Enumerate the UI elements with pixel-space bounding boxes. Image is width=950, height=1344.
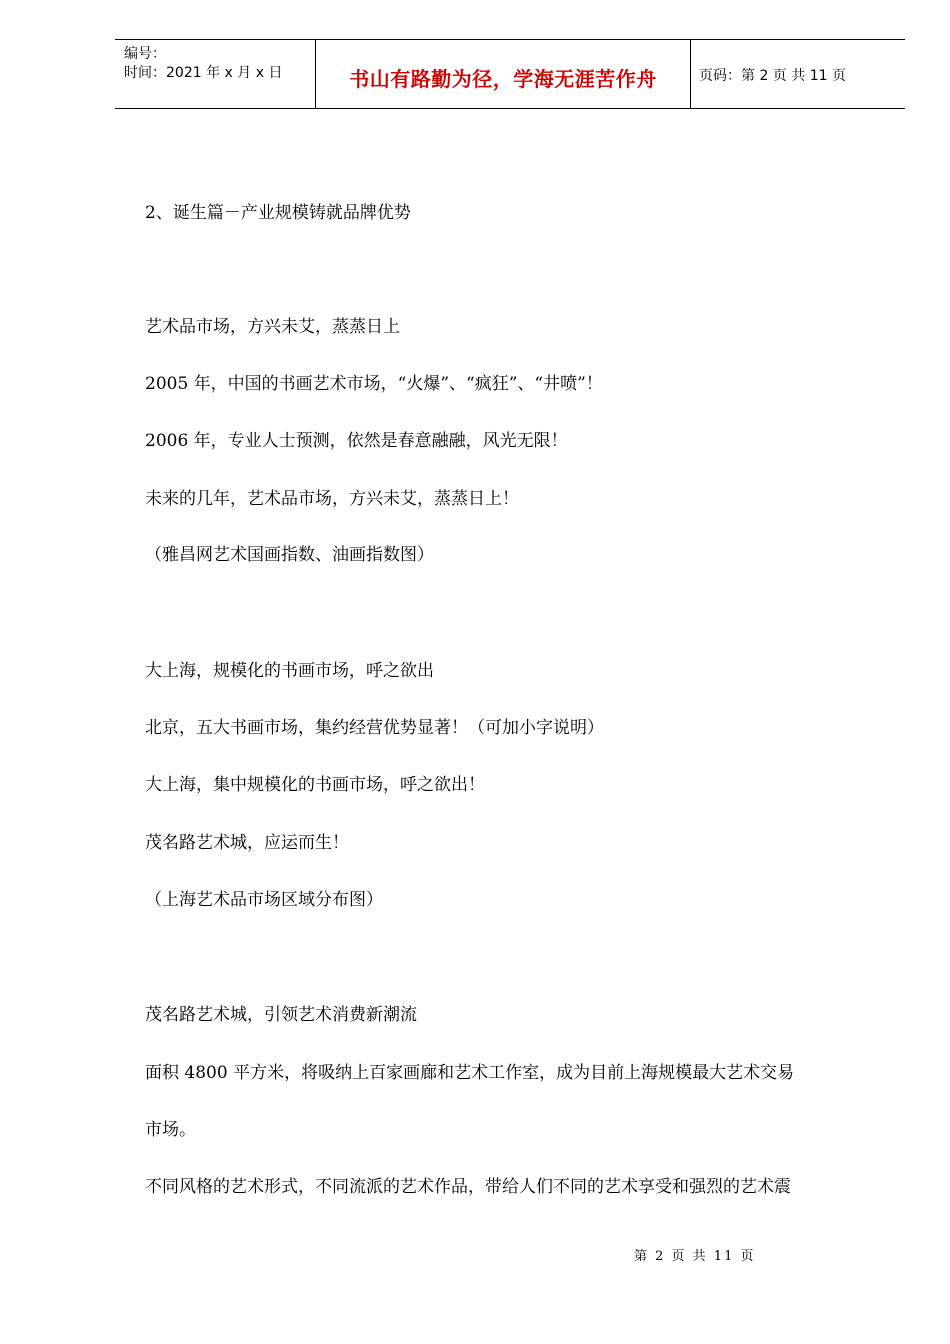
paragraph: 市场。: [145, 1120, 196, 1140]
paragraph: 2006 年，专业人士预测，依然是春意融融，风光无限！: [145, 431, 568, 451]
paragraph: 2005 年，中国的书画艺术市场，“火爆”、“疯狂”、“井喷”！: [145, 374, 603, 394]
header-page-info: 页码：第 2 页 共 11 页: [699, 68, 846, 84]
paragraph: 茂名路艺术城，应运而生！: [145, 833, 349, 853]
paragraph-subheading: 茂名路艺术城，引领艺术消费新潮流: [145, 1005, 417, 1025]
paragraph: 大上海，集中规模化的书画市场，呼之欲出！: [145, 775, 485, 795]
date-text: 时间：2021 年 x 月 x 日: [124, 65, 283, 81]
paragraph: 不同风格的艺术形式，不同流派的艺术作品，带给人们不同的艺术享受和强烈的艺术震: [145, 1177, 791, 1197]
figure-note: （上海艺术品市场区域分布图）: [145, 890, 383, 910]
figure-note: （雅昌网艺术国画指数、油画指数图）: [145, 545, 434, 565]
page-footer: 第 2 页 共 11 页: [634, 1249, 756, 1264]
paragraph: 北京，五大书画市场，集约经营优势显著！（可加小字说明）: [145, 718, 604, 738]
header-middle-cell: [315, 40, 691, 108]
section-heading: 2、诞生篇－产业规模铸就品牌优势: [145, 203, 411, 223]
header-right-cell: [690, 40, 905, 108]
serial-number-label: 编号：: [124, 46, 166, 62]
paragraph: 未来的几年，艺术品市场，方兴未艾，蒸蒸日上！: [145, 489, 519, 509]
paragraph-subheading: 大上海，规模化的书画市场，呼之欲出: [145, 661, 434, 681]
paragraph-subheading: 艺术品市场，方兴未艾，蒸蒸日上: [145, 317, 400, 337]
paragraph: 面积 4800 平方米，将吸纳上百家画廊和艺术工作室，成为目前上海规模最大艺术交易: [145, 1063, 795, 1083]
motto-text: 书山有路勤为径，学海无涯苦作舟: [349, 67, 657, 91]
page-header: [115, 39, 905, 109]
header-left-cell: [115, 40, 315, 108]
